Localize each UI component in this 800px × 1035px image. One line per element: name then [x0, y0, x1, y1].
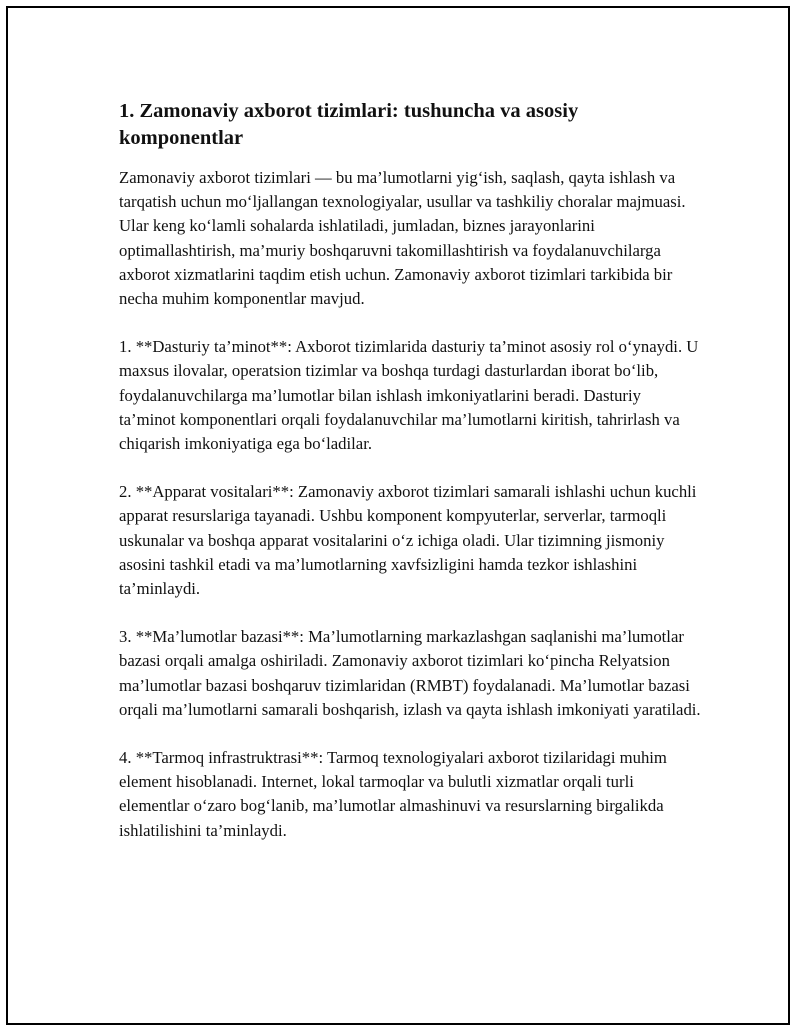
database-paragraph: 3. **Ma’lumotlar bazasi**: Ma’lumotlarning markazlashgan saqlanishi ma’lumotlar bazasi orqali amalga oshiriladi. Zamonaviy axborot tizimlari ko‘pincha Relyatsion ma’lumotlar bazasi boshqaruv tizimlaridan (RMBT) foydalanadi. Ma’lumotlar bazasi orqali ma’lumotlarni samarali boshqarish, izlash va qayta ishlash imkoniyati yaratiladi.	[119, 627, 701, 719]
document-body	[119, 98, 701, 867]
software-paragraph: 1. **Dasturiy ta’minot**: Axborot tizimlarida dasturiy ta’minot asosiy rol o‘ynaydi. U maxsus ilovalar, operatsion tizimlar va boshqa turdagi dasturlardan iborat bo‘lib, foydalanuvchilarga ma’lumotlar bilan ishlash imkoniyatlarini beradi. Dasturiy ta’minot komponentlari orqali foydalanuvchilar ma’lumotlarni kiritish, tahrirlash va chiqarish imkoniyatiga ega bo‘ladilar.	[119, 337, 699, 454]
document-title: 1. Zamonaviy axborot tizimlari: tushuncha va asosiy komponentlar	[119, 100, 579, 149]
intro-paragraph: Zamonaviy axborot tizimlari — bu ma’lumotlarni yig‘ish, saqlash, qayta ishlash va tarqatish uchun mo‘ljallangan texnologiyalar, usullar va tashkiliy choralar majmuasi. Ular keng ko‘lamli sohalarda ishlatiladi, jumladan, biznes jarayonlarini optimallashtirish, ma’muriy boshqaruvni takomillashtirish va foydalanuvchilarga axborot xizmatlarini taqdim etish uchun. Zamonaviy axborot tizimlari tarkibida bir necha muhim komponentlar mavjud.	[119, 168, 686, 309]
network-paragraph: 4. **Tarmoq infrastruktrasi**: Tarmoq texnologiyalari axborot tizilaridagi muhim element hisoblanadi. Internet, lokal tarmoqlar va bulutli xizmatlar orqali turli elementlar o‘zaro bog‘lanib, ma’lumotlar almashinuvi va resurslarning birgalikda ishlatilishini ta’minlaydi.	[119, 748, 667, 840]
hardware-paragraph: 2. **Apparat vositalari**: Zamonaviy axborot tizimlari samarali ishlashi uchun kuchli apparat resurslariga tayanadi. Ushbu komponent kompyuterlar, serverlar, tarmoqli uskunalar va boshqa apparat vositalarini o‘z ichiga oladi. Ular tizimning jismoniy asosini tashkil etadi va ma’lumotlarning xavfsizligini hamda tezkor ishlashini ta’minlaydi.	[119, 482, 697, 599]
document-page	[6, 6, 790, 1025]
